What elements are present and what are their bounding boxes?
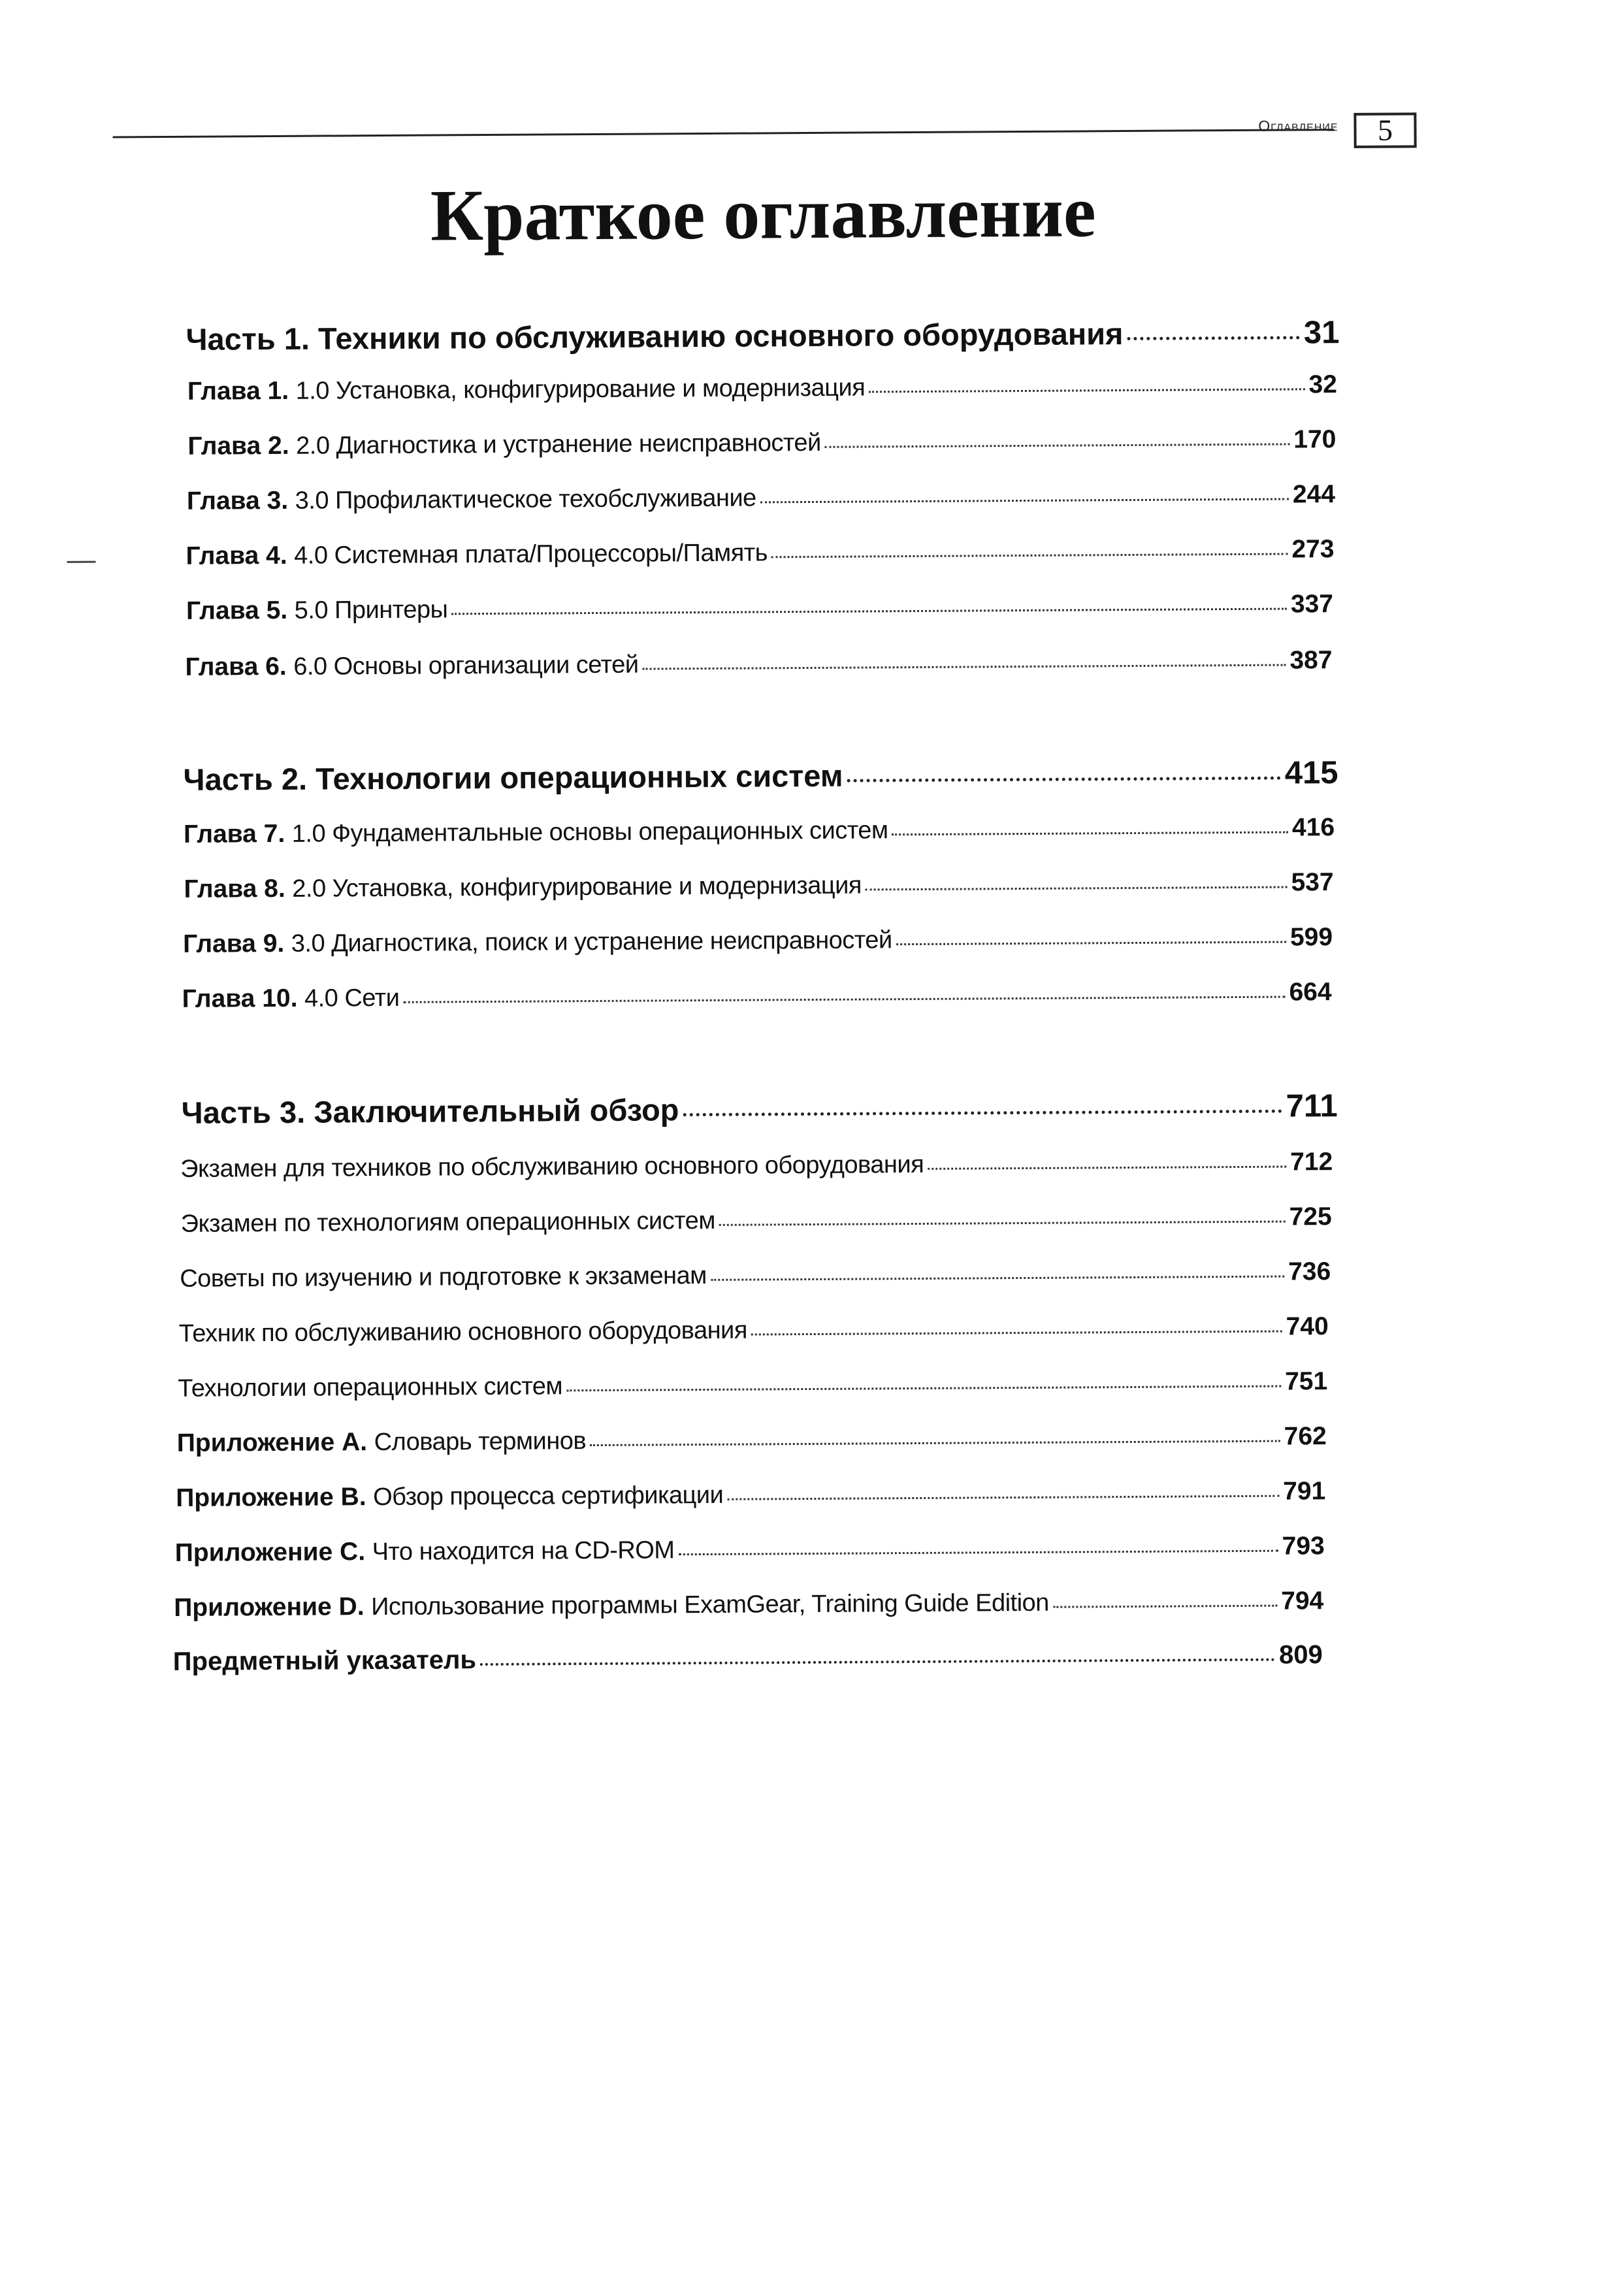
- chapter-title: 4.0 Системная плата/Процессоры/Память: [294, 539, 768, 570]
- chapter-title: 1.0 Фундаментальные основы операционных систем: [291, 817, 888, 848]
- toc-appendix-a: [177, 1422, 1327, 1458]
- dot-leader: [896, 941, 1286, 946]
- dot-leader: [892, 832, 1288, 836]
- entry-page-number: 736: [1288, 1257, 1331, 1286]
- dot-leader: [771, 553, 1288, 558]
- chapter-title: 3.0 Диагностика, поиск и устранение неисправностей: [291, 926, 892, 958]
- chapter-prefix: Глава 9.: [182, 929, 285, 958]
- dot-leader: [866, 886, 1288, 891]
- dot-leader: [643, 664, 1286, 670]
- chapter-page-number: 664: [1289, 978, 1332, 1007]
- index-page-number: 809: [1278, 1640, 1323, 1670]
- dot-leader: [451, 608, 1287, 615]
- dot-leader: [869, 388, 1304, 393]
- chapter-title: 6.0 Основы организации сетей: [293, 651, 639, 681]
- toc-chapter-1: [187, 370, 1337, 406]
- dot-leader: [1053, 1605, 1277, 1608]
- dot-leader: [590, 1440, 1280, 1446]
- appendix-title: Использование программы ExamGear, Training Guide Edition: [371, 1589, 1049, 1621]
- entry-title: Техник по обслуживанию основного оборудования: [178, 1316, 748, 1348]
- chapter-prefix: Глава 5.: [186, 596, 288, 625]
- header-rule: [113, 129, 1335, 138]
- part-page-number: 711: [1286, 1088, 1338, 1124]
- index-title: Предметный указатель: [172, 1645, 477, 1676]
- part-title: Часть 2. Технологии операционных систем: [183, 758, 843, 797]
- toc-chapter-7: [184, 813, 1335, 849]
- chapter-title: 3.0 Профилактическое техобслуживание: [295, 484, 756, 515]
- dot-leader: [683, 1110, 1282, 1117]
- entry-page-number: 712: [1289, 1148, 1333, 1176]
- toc-chapter-5: [186, 590, 1333, 626]
- toc-entry-study-tips: [180, 1257, 1331, 1293]
- part-page-number: 31: [1303, 315, 1340, 351]
- dot-leader: [719, 1221, 1286, 1226]
- scan-mark: [67, 561, 96, 563]
- dot-leader: [679, 1550, 1278, 1556]
- toc-appendix-b: [176, 1477, 1325, 1513]
- appendix-title: Что находится на CD-ROM: [372, 1536, 675, 1566]
- appendix-page-number: 793: [1282, 1532, 1325, 1560]
- toc-chapter-2: [187, 425, 1336, 461]
- chapter-prefix: Глава 4.: [186, 541, 287, 570]
- toc-chapter-9: [183, 923, 1333, 959]
- appendix-title: Словарь терминов: [374, 1427, 587, 1457]
- chapter-prefix: Глава 7.: [183, 819, 285, 849]
- toc-chapter-4: [186, 535, 1334, 571]
- toc-entry-os-tech: [178, 1367, 1327, 1403]
- chapter-page-number: 337: [1290, 590, 1334, 619]
- part-page-number: 415: [1284, 755, 1338, 791]
- entry-title: Экзамен по технологиям операционных систем: [180, 1206, 716, 1238]
- page-title: Краткое оглавление: [430, 171, 1097, 257]
- toc-entry-exam-os: [181, 1203, 1332, 1238]
- entry-title: Технологии операционных систем: [178, 1372, 563, 1402]
- dot-leader: [751, 1331, 1282, 1336]
- toc-entry-hardware-tech: [179, 1312, 1329, 1348]
- dot-leader: [403, 996, 1285, 1003]
- entry-page-number: 751: [1285, 1367, 1328, 1396]
- appendix-prefix: Приложение D.: [174, 1593, 364, 1622]
- dot-leader: [480, 1658, 1275, 1666]
- appendix-prefix: Приложение С.: [174, 1538, 366, 1567]
- chapter-prefix: Глава 6.: [185, 652, 287, 681]
- appendix-prefix: Приложение А.: [176, 1428, 368, 1457]
- chapter-page-number: 170: [1293, 425, 1336, 454]
- chapter-page-number: 32: [1308, 370, 1338, 399]
- toc-appendix-c: [175, 1532, 1325, 1568]
- chapter-title: 1.0 Установка, конфигурирование и модернизация: [295, 374, 866, 405]
- toc-chapter-10: [182, 978, 1332, 1014]
- chapter-page-number: 273: [1291, 535, 1335, 564]
- toc-chapter-3: [187, 480, 1335, 516]
- appendix-page-number: 791: [1283, 1477, 1326, 1506]
- chapter-prefix: Глава 1.: [187, 376, 289, 406]
- dot-leader: [760, 498, 1289, 504]
- toc-chapter-8: [184, 868, 1333, 904]
- chapter-title: 2.0 Установка, конфигурирование и модернизация: [292, 871, 862, 903]
- chapter-page-number: 537: [1291, 868, 1334, 897]
- entry-page-number: 725: [1289, 1203, 1332, 1231]
- toc-part-2: [183, 754, 1338, 798]
- appendix-page-number: 794: [1281, 1587, 1324, 1615]
- dot-leader: [928, 1166, 1286, 1170]
- part-title: Часть 1. Техники по обслуживанию основного оборудования: [186, 316, 1124, 357]
- dot-leader: [566, 1385, 1281, 1392]
- chapter-prefix: Глава 8.: [184, 874, 285, 903]
- entry-title: Советы по изучению и подготовке к экзаменам: [180, 1261, 707, 1293]
- appendix-title: Обзор процесса сертификации: [373, 1481, 724, 1512]
- chapter-title: 2.0 Диагностика и устранение неисправностей: [296, 428, 821, 460]
- dot-leader: [727, 1495, 1279, 1500]
- running-header-label: Оглавление: [1258, 117, 1338, 135]
- dot-leader: [711, 1276, 1284, 1281]
- chapter-prefix: Глава 2.: [187, 431, 289, 461]
- dot-leader: [1127, 336, 1300, 340]
- chapter-page-number: 599: [1289, 923, 1333, 952]
- entry-title: Экзамен для техников по обслуживанию основного оборудования: [180, 1150, 924, 1183]
- toc-chapter-6: [185, 646, 1332, 682]
- chapter-prefix: Глава 10.: [182, 984, 298, 1013]
- part-title: Часть 3. Заключительный обзор: [181, 1092, 679, 1130]
- dot-leader: [847, 777, 1281, 783]
- chapter-page-number: 244: [1292, 480, 1336, 509]
- chapter-prefix: Глава 3.: [186, 486, 289, 515]
- appendix-page-number: 762: [1284, 1422, 1327, 1451]
- chapter-title: 4.0 Сети: [304, 984, 400, 1012]
- toc-appendix-d: [174, 1587, 1323, 1623]
- dot-leader: [825, 443, 1290, 447]
- toc-part-3: [182, 1088, 1338, 1131]
- chapter-page-number: 387: [1289, 646, 1333, 675]
- entry-page-number: 740: [1286, 1312, 1329, 1341]
- page-number-box: 5: [1353, 112, 1416, 148]
- appendix-prefix: Приложение В.: [176, 1483, 366, 1512]
- toc-index: [173, 1640, 1323, 1677]
- toc-part-1: [186, 314, 1339, 358]
- toc-entry-exam-hardware: [180, 1148, 1333, 1184]
- chapter-title: 5.0 Принтеры: [294, 596, 448, 624]
- chapter-page-number: 416: [1291, 813, 1335, 842]
